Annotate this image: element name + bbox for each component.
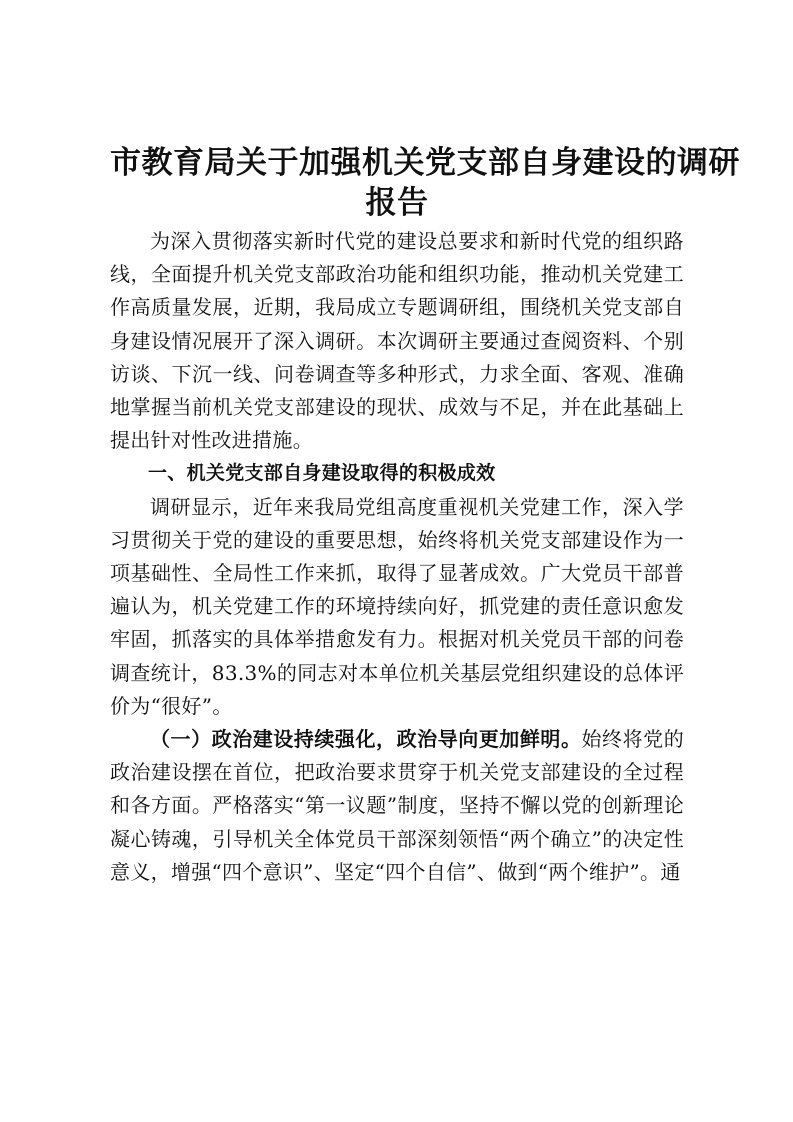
subsection-1-body: 始终将党的政治建设摆在首位，把政治要求贯穿于机关党支部建设的全过程和各方面。严格落实“第一议题”制度，坚持不懈以党的创新理论凝心铸魂，引导机关全体党员干部深刻领悟“两个确立”的决定性意义，增强“四个意识”、坚定“四个自信”、做到“两个维护”。通 bbox=[110, 727, 684, 884]
document-title bbox=[110, 143, 740, 223]
section-1-paragraph: 调研显示，近年来我局党组高度重视机关党建工作，深入学习贯彻关于党的建设的重要思想，始终将机关党支部建设作为一项基础性、全局性工作来抓，取得了显著成效。广大党员干部普遍认为，机关党建工作的环境持续向好，抓党建的责任意识愈发牢固，抓落实的具体举措愈发有力。根据对机关党员干部的问卷调查统计，83.3%的同志对本单位机关基层党组织建设的总体评价为“很好”。 bbox=[110, 494, 684, 718]
subsection-1-paragraph bbox=[110, 723, 684, 889]
subsection-1-lead: （一）政治建设持续强化，政治导向更加鲜明。 bbox=[150, 727, 582, 752]
intro-paragraph: 为深入贯彻落实新时代党的建设总要求和新时代党的组织路线，全面提升机关党支部政治功能和组织功能，推动机关党建工作高质量发展，近期，我局成立专题调研组，围绕机关党支部自身建设情况展开了深入调研。本次调研主要通过查阅资料、个别访谈、下沉一线、问卷调查等多种形式，力求全面、客观、准确地掌握当前机关党支部建设的现状、成效与不足，并在此基础上提出针对性改进措施。 bbox=[110, 229, 684, 453]
document-page bbox=[110, 143, 740, 889]
document-title-line-1: 市教育局关于加强机关党支部自身建设的调研 bbox=[110, 145, 740, 181]
section-1-heading: 一、机关党支部自身建设取得的积极成效 bbox=[148, 462, 496, 485]
document-title-line-2: 报告 bbox=[365, 185, 429, 221]
